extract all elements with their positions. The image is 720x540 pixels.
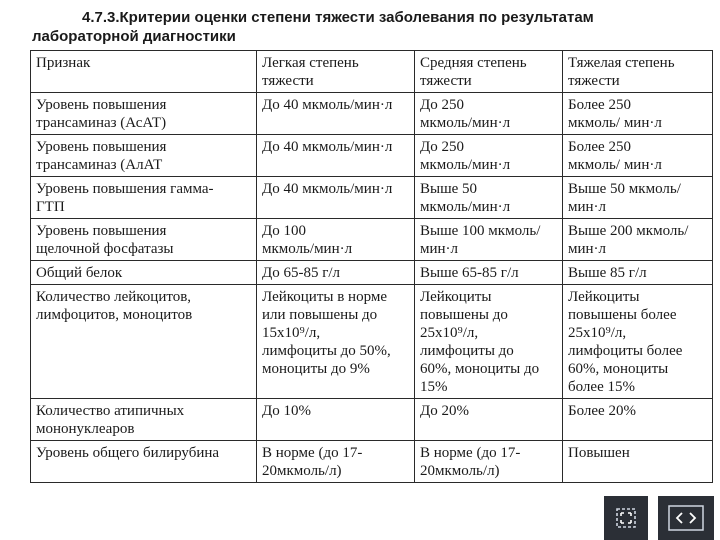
prev-next-icon [666, 503, 706, 533]
slide-navigation-button[interactable] [658, 496, 714, 540]
table-row [31, 285, 713, 399]
severity-value-cell: Выше 85 г/л [563, 261, 713, 285]
criteria-table [30, 50, 713, 483]
severity-value-cell: Выше 200 мкмоль/ мин·л [563, 219, 713, 261]
column-header: Средняя степень тяжести [415, 51, 563, 93]
severity-value-cell: Более 20% [563, 399, 713, 441]
table-row [31, 399, 713, 441]
severity-value-cell: До 100 мкмоль/мин·л [257, 219, 415, 261]
heading-line-1: 4.7.3.Критерии оценки степени тяжести заболевания по результатам [82, 9, 594, 26]
severity-value-cell: До 20% [415, 399, 563, 441]
viewer-toolbar [604, 496, 720, 540]
heading-line-2: лабораторной диагностики [32, 28, 236, 45]
table-row [31, 441, 713, 483]
severity-value-cell: До 10% [257, 399, 415, 441]
fit-screen-icon [612, 504, 640, 532]
severity-value-cell: До 40 мкмоль/мин·л [257, 135, 415, 177]
severity-value-cell: Выше 50 мкмоль/мин·л [415, 177, 563, 219]
severity-value-cell: В норме (до 17- 20мкмоль/л) [415, 441, 563, 483]
indicator-cell: Уровень повышения щелочной фосфатазы [31, 219, 257, 261]
table-row [31, 219, 713, 261]
severity-value-cell: Лейкоциты в норме или повышены до 15x10⁹/л, лимфоциты до 50%, моноциты до 9% [257, 285, 415, 399]
severity-value-cell: Более 250 мкмоль/ мин·л [563, 135, 713, 177]
column-header: Тяжелая степень тяжести [563, 51, 713, 93]
indicator-cell: Уровень повышения гамма- ГТП [31, 177, 257, 219]
table-row [31, 135, 713, 177]
document-heading [32, 8, 712, 46]
table-row [31, 177, 713, 219]
severity-value-cell: Выше 65-85 г/л [415, 261, 563, 285]
table-row [31, 261, 713, 285]
column-header: Легкая степень тяжести [257, 51, 415, 93]
severity-value-cell: До 40 мкмоль/мин·л [257, 177, 415, 219]
severity-value-cell: До 250 мкмоль/мин·л [415, 93, 563, 135]
fit-screen-button[interactable] [604, 496, 648, 540]
indicator-cell: Общий белок [31, 261, 257, 285]
severity-value-cell: До 65-85 г/л [257, 261, 415, 285]
column-header: Признак [31, 51, 257, 93]
severity-value-cell: Лейкоциты повышены более 25x10⁹/л, лимфоциты более 60%, моноциты более 15% [563, 285, 713, 399]
severity-value-cell: Более 250 мкмоль/ мин·л [563, 93, 713, 135]
severity-value-cell: Выше 50 мкмоль/ мин·л [563, 177, 713, 219]
severity-value-cell: До 250 мкмоль/мин·л [415, 135, 563, 177]
indicator-cell: Уровень общего билирубина [31, 441, 257, 483]
severity-value-cell: Лейкоциты повышены до 25x10⁹/л, лимфоциты до 60%, моноциты до 15% [415, 285, 563, 399]
table-row [31, 93, 713, 135]
table-header-row [31, 51, 713, 93]
severity-value-cell: До 40 мкмоль/мин·л [257, 93, 415, 135]
indicator-cell: Уровень повышения трансаминаз (АсАТ) [31, 93, 257, 135]
severity-value-cell: Выше 100 мкмоль/ мин·л [415, 219, 563, 261]
indicator-cell: Количество лейкоцитов, лимфоцитов, моноцитов [31, 285, 257, 399]
indicator-cell: Уровень повышения трансаминаз (АлАТ [31, 135, 257, 177]
severity-value-cell: Повышен [563, 441, 713, 483]
indicator-cell: Количество атипичных мононуклеаров [31, 399, 257, 441]
severity-value-cell: В норме (до 17- 20мкмоль/л) [257, 441, 415, 483]
